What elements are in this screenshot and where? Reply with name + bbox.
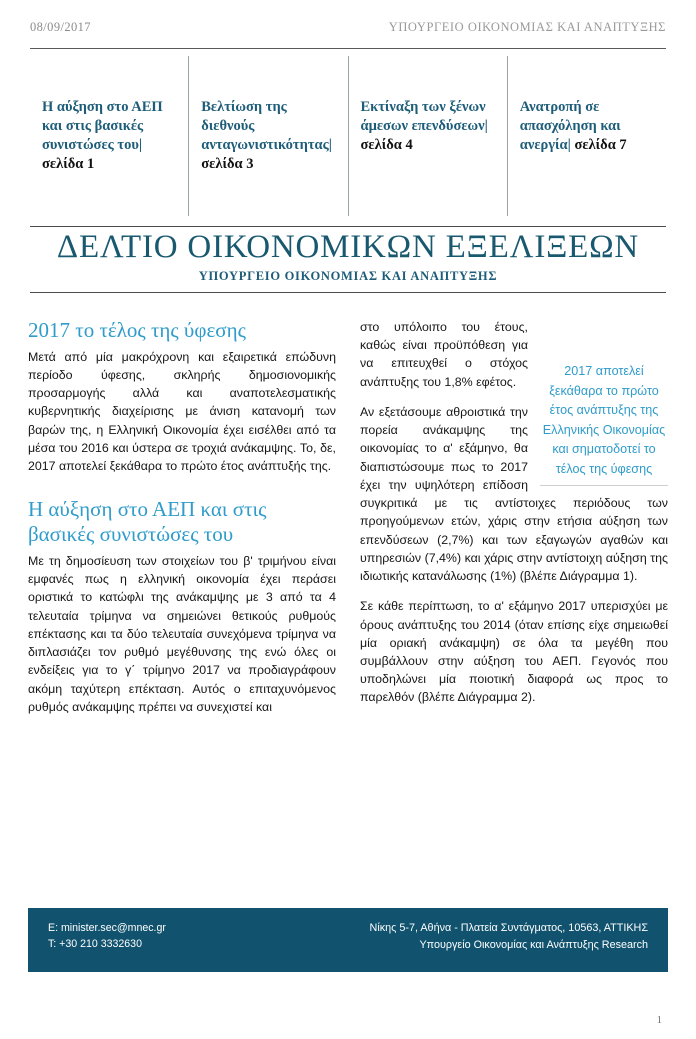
- paragraph-comparison-2014: Σε κάθε περίπτωση, το α' εξάμηνο 2017 υπερισχύει με όρους ανάπτυξης του 2014 (όταν επίσης είχε σημειωθεί μία οριακή ανάκαμψη) σε όλα τα μεγέθη που συμβάλλουν στην αύξηση του ΑΕΠ. Γεγονός που υποδηλώνει μία ποιοτική διαφορά ως προς το παρελθόν (βλέπε Διάγραμμα 2).: [360, 599, 668, 705]
- footer-department: Υπουργείο Οικονομίας και Ανάπτυξης Research: [419, 938, 648, 951]
- section-heading-recession-end: 2017 το τέλος της ύφεσης: [28, 318, 246, 342]
- masthead: [30, 20, 666, 35]
- page-title: ΔΕΛΤΙΟ ΟΙΚΟΝΟΜΙΚΩΝ ΕΞΕΛΙΞΕΩΝ: [56, 229, 640, 265]
- section-heading-gdp-growth: Η αύξηση στο ΑΕΠ και στις βασικές συνιστώσες του: [28, 497, 267, 547]
- teaser-page-ref: σελίδα 7: [574, 137, 627, 154]
- footer-phone: T: +30 210 3332630: [48, 938, 142, 951]
- masthead-ministry-name: ΥΠΟΥΡΓΕΙΟ ΟΙΚΟΝΟΜΙΑΣ ΚΑΙ ΑΝΑΠΤΥΞΗΣ: [388, 20, 666, 34]
- banner-bottom-divider: [30, 292, 666, 293]
- teaser-headline: Ανατροπή σε απασχόληση και ανεργία|: [519, 99, 621, 154]
- teaser-strip: [30, 56, 666, 216]
- right-column: [360, 318, 668, 818]
- article-body: [28, 318, 668, 818]
- banner-top-divider: [30, 226, 666, 227]
- teaser-item-1[interactable]: [30, 56, 188, 216]
- banner-subtitle: ΥΠΟΥΡΓΕΙΟ ΟΙΚΟΝΟΜΙΑΣ ΚΑΙ ΑΝΑΠΤΥΞΗΣ: [198, 268, 498, 283]
- paragraph-gdp-growth: Με τη δημοσίευση των στοιχείων του β' τριμήνου είναι εμφανές πως η ελληνική οικονομία έχει περάσει οριστικά το κατώφλι της ανάκαμψης με 3 από τα 4 τελευταία τρίμηνα να σημειώνει θετικούς ρυθμούς επέκτασης και τα δύο τελευταία συνεχόμενα τρίμηνα να διπλασιάζει τον ρυθμό μεγέθυνσης της ενώ όλες οι ενδείξεις για το γ΄ τρίμηνο 2017 να προδιαγράφουν ακόμη ταχύτερη επέκταση. Αυτός ο επιταχυνόμενος ρυθμός ανάκαμψης πρέπει να συνεχιστεί και: [28, 553, 336, 714]
- teaser-headline: Εκτίναξη των ξένων άμεσων επενδύσεων|: [360, 99, 488, 135]
- teaser-page-ref: σελίδα 4: [360, 137, 413, 154]
- footer-contact: [48, 920, 166, 972]
- footer-email[interactable]: E: minister.sec@mnec.gr: [48, 922, 166, 934]
- pullquote-divider: [540, 485, 668, 486]
- banner: [30, 228, 666, 284]
- pullquote-block: [540, 362, 668, 486]
- teaser-headline: Βελτίωση της διεθνούς ανταγωνιστικότητας|: [201, 99, 332, 154]
- teaser-page-ref: σελίδα 1: [42, 156, 95, 173]
- teaser-item-4[interactable]: [507, 56, 666, 216]
- teaser-page-ref: σελίδα 3: [201, 156, 254, 173]
- footer: [28, 908, 668, 972]
- teaser-item-3[interactable]: [348, 56, 507, 216]
- paragraph-half-year-analysis: Αν εξετάσουμε αθροιστικά την πορεία ανάκαμψης της οικονομίας το α' εξάμηνο, θα διαπιστώσουμε πως το 2017 έχει την υψηλότερη επίδοση συγκριτικά με τις αντίστοιχες περιόδους των προηγούμενων ετών, χάρις στην ετήσια αύξηση των επενδύσεων (2,7%) και των εξαγωγών αγαθών και υπηρεσιών (7,4%) και χάρις στην αντίστοιχη αύξηση της ιδιωτικής κατανάλωσης (1%) (βλέπε Διάγραμμα 1).: [360, 404, 668, 584]
- footer-address-block: [370, 920, 648, 972]
- footer-address: Νίκης 5-7, Αθήνα - Πλατεία Συντάγματος, 10563, ΑΤΤΙΚΗΣ: [369, 922, 648, 934]
- teaser-headline: Η αύξηση στο ΑΕΠ και στις βασικές συνιστώσες του|: [42, 99, 163, 154]
- teaser-item-2[interactable]: [188, 56, 347, 216]
- paragraph-target-growth: στο υπόλοιπο του έτους, καθώς είναι προϋπόθεση για να επιτευχθεί ο στόχος ανάπτυξης του 1,8% εφέτος.: [360, 320, 528, 389]
- left-column: [28, 318, 336, 818]
- paragraph-recession-end: Μετά από μία μακρόχρονη και εξαιρετικά επώδυνη περίοδο ύφεσης, σκληρής δημοσιονομικής προσαρμογής αλλά και αναποτελεσματικής κυβερνητικής διαχείρισης με άνιση κατανομή των βαρών της, η Ελληνική Οικονομία έχει εισέλθει από τα μέσα του 2016 και ύστερα σε τροχιά ανάκαμψης. Το, δε, 2017 αποτελεί ξεκάθαρα το πρώτο έτος ανάπτυξής της.: [28, 349, 336, 474]
- pullquote-text: 2017 αποτελεί ξεκάθαρα το πρώτο έτος ανάπτυξης της Ελληνικής Οικονομίας και σηματοδοτεί το τέλος της ύφεσης: [542, 364, 666, 476]
- masthead-divider: [30, 48, 666, 49]
- issue-date: 08/09/2017: [30, 20, 91, 34]
- page-number: 1: [656, 1015, 662, 1026]
